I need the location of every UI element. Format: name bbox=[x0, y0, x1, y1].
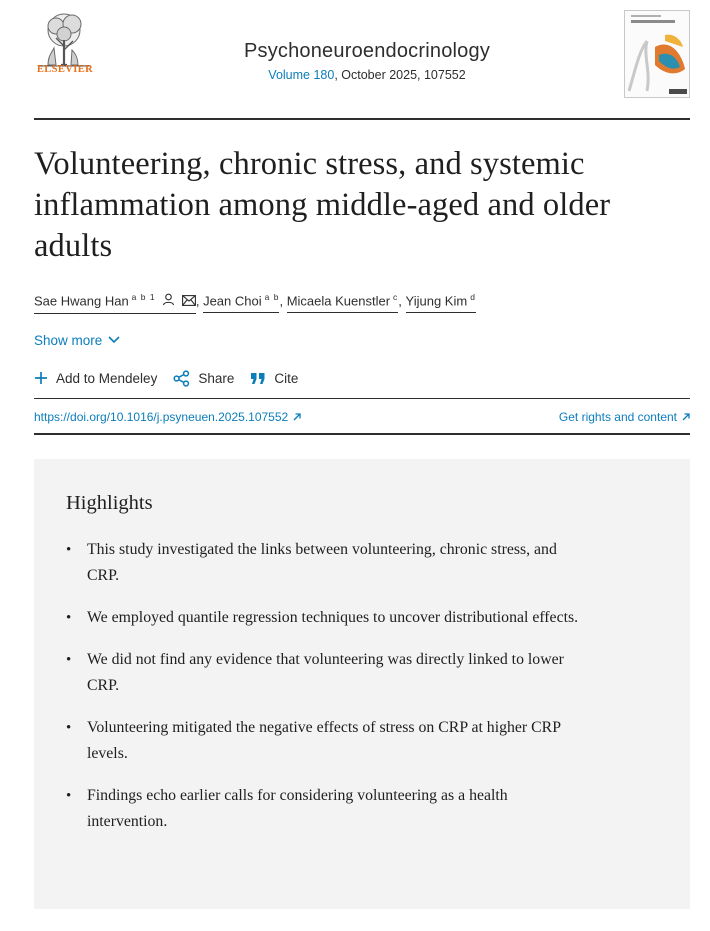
highlight-text: We employed quantile regression techniques to uncover distributional effects. bbox=[87, 608, 579, 626]
author-link[interactable] bbox=[203, 287, 279, 313]
author-name: Micaela Kuenstler bbox=[286, 293, 391, 309]
show-more-label: Show more bbox=[34, 332, 103, 348]
rights-text: Get rights and content bbox=[558, 409, 677, 424]
author-affiliations: c bbox=[393, 292, 399, 302]
author-name: Sae Hwang Han bbox=[34, 293, 129, 309]
journal-header bbox=[34, 0, 690, 118]
doi-link[interactable] bbox=[34, 410, 301, 424]
share-button[interactable] bbox=[173, 370, 234, 387]
article-actions bbox=[34, 370, 690, 387]
highlight-text: Findings echo earlier calls for considering volunteering as a health intervention. bbox=[87, 786, 508, 830]
show-more-button[interactable] bbox=[34, 333, 120, 348]
bullet-marker: • bbox=[66, 541, 72, 558]
quote-icon bbox=[250, 372, 266, 385]
volume-link[interactable]: Volume 180 bbox=[268, 68, 335, 82]
author-name: Yijung Kim bbox=[405, 293, 468, 309]
article-title: Volunteering, chronic stress, and systemic inflammation among middle-aged and older adults bbox=[34, 146, 611, 264]
author-separator: , bbox=[279, 293, 284, 309]
highlight-item bbox=[66, 783, 587, 835]
author-link[interactable] bbox=[406, 287, 476, 313]
journal-issue bbox=[184, 68, 550, 82]
bullet-marker: • bbox=[66, 787, 72, 804]
plus-icon bbox=[34, 371, 48, 385]
bullet-marker: • bbox=[66, 651, 72, 668]
envelope-icon[interactable] bbox=[182, 292, 196, 312]
header-divider bbox=[34, 118, 690, 120]
chevron-down-icon bbox=[108, 336, 120, 344]
highlight-item bbox=[66, 605, 587, 631]
highlights-list bbox=[66, 537, 658, 835]
highlights-panel bbox=[34, 459, 690, 909]
publisher-wordmark: ELSEVIER bbox=[36, 64, 94, 75]
author-list bbox=[34, 287, 690, 314]
article-page bbox=[34, 0, 690, 909]
author-affiliations: a b 1 bbox=[131, 292, 156, 302]
highlight-item bbox=[66, 715, 587, 767]
journal-cover-thumbnail[interactable] bbox=[624, 10, 690, 98]
person-icon bbox=[162, 292, 175, 312]
doi-text: https://doi.org/10.1016/j.psyneuen.2025.107552 bbox=[34, 409, 289, 424]
external-arrow-icon bbox=[293, 413, 301, 421]
cite-button[interactable] bbox=[250, 371, 298, 386]
bullet-marker: • bbox=[66, 719, 72, 736]
bullet-marker: • bbox=[66, 609, 72, 626]
journal-info bbox=[184, 40, 550, 82]
add-to-mendeley-button[interactable] bbox=[34, 371, 157, 386]
author-separator: , bbox=[195, 293, 200, 309]
author-affiliations: d bbox=[470, 292, 476, 302]
share-icon bbox=[173, 370, 190, 387]
author-link[interactable] bbox=[287, 287, 399, 313]
highlight-text: This study investigated the links between volunteering, chronic stress, and CRP. bbox=[87, 540, 557, 584]
share-label: Share bbox=[198, 370, 235, 386]
doi-row bbox=[34, 398, 690, 435]
author-link[interactable] bbox=[34, 287, 196, 314]
highlight-text: We did not find any evidence that volunteering was directly linked to lower CRP. bbox=[87, 650, 564, 694]
highlights-heading: Highlights bbox=[66, 491, 153, 514]
highlight-item bbox=[66, 537, 587, 589]
rights-and-content-link[interactable] bbox=[559, 410, 690, 424]
author-separator: , bbox=[398, 293, 402, 309]
journal-title-link[interactable]: Psychoneuroendocrinology bbox=[243, 40, 491, 62]
issue-details: , October 2025, 107552 bbox=[334, 68, 466, 82]
mendeley-label: Add to Mendeley bbox=[56, 370, 158, 386]
author-affiliations: a b bbox=[264, 292, 280, 302]
highlight-item bbox=[66, 647, 587, 699]
author-name: Jean Choi bbox=[203, 293, 262, 309]
external-arrow-icon bbox=[682, 413, 690, 421]
cite-label: Cite bbox=[274, 370, 299, 386]
highlight-text: Volunteering mitigated the negative effects of stress on CRP at higher CRP levels. bbox=[87, 718, 561, 762]
